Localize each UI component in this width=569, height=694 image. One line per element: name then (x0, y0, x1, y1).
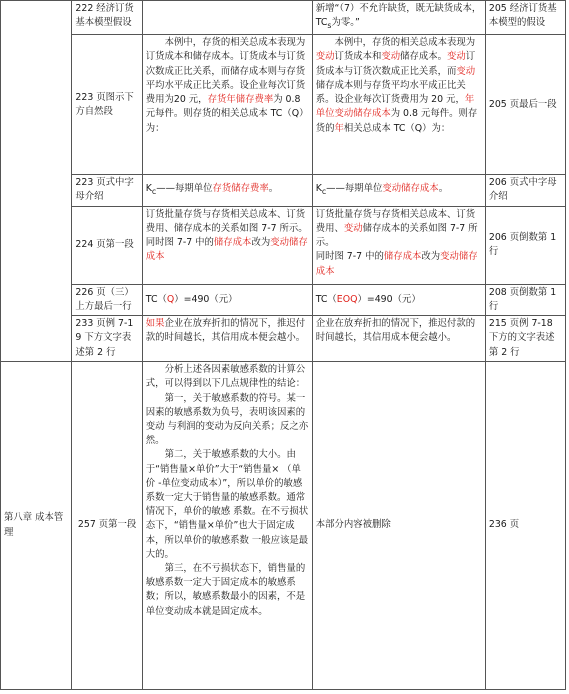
location-cell: 226 页（三）上方最后一行 (72, 284, 142, 315)
original-cell: TC（Q）=490（元） (142, 284, 312, 315)
original-cell (142, 1, 312, 35)
chapter-cell (1, 1, 72, 362)
location-cell: 257 页第一段 (72, 362, 142, 690)
revised-cell: TC（EOQ）=490（元） (312, 284, 485, 315)
table-row (1, 206, 566, 284)
location-cell: 223 页图示下方自然段 (72, 35, 142, 175)
table-row (1, 284, 566, 315)
new-location-cell: 236 页 (485, 362, 565, 690)
original-cell: 分析上述各因素敏感系数的计算公式，可以得到以下几点规律性的结论： 第一，关于敏感系数的符号。某一因素的敏感系数为负号，表明该因素的变动 与利润的变动为反向关系；反之亦然。 第二，关于敏感系数的大小。由于“销售量×单价”大于“销售量× （单价 -单位变动成本）”，所以单价的敏感系数一定大于销售量的敏感系数。通常情况下，单价的敏感 系数。在不亏损状态下，“销售量×单价”也大于固定成本，所以单价的敏感系数 一般应该是最大的。 第三，在不亏损状态下，销售量的敏感系数一定大于固定成本的敏感系数；所以，敏感系数最小的因素，不是单位变动成本就是固定成本。 (142, 362, 312, 690)
table-row (1, 175, 566, 206)
original-cell: 本例中，存货的相关总成本表现为订货成本和储存成本。订货成本与订货次数成正比关系，而储存成本则与存货平均水平成正比关系。设企业每次订货费用为20 元，存货年储存费率为 0.8 元每件。则存货的相关总成本 TC（Q）为： (142, 35, 312, 175)
table-row (1, 1, 566, 35)
new-location-cell: 206 页倒数第 1 行 (485, 206, 565, 284)
new-location-cell: 215 页例 7-18 下方的文字表述第 2 行 (485, 316, 565, 362)
location-cell: 222 经济订货基本模型假设 (72, 1, 142, 35)
table-row (1, 316, 566, 362)
location-cell: 233 页例 7-19 下方文字表述第 2 行 (72, 316, 142, 362)
new-location-cell: 206 页式中字母介绍 (485, 175, 565, 206)
revised-cell: 企业在放弃折扣的情况下，推迟付款的时间越长，其信用成本便会越小。 (312, 316, 485, 362)
revised-cell: 新增“（7）不允许缺货，既无缺货成本，$TC_s$为零。” (312, 1, 485, 35)
revised-cell: $K_c——$每期单位变动储存成本。 (312, 175, 485, 206)
original-cell: $K_c——$每期单位存货储存费率。 (142, 175, 312, 206)
revised-cell: 本例中，存货的相关总成本表现为变动订货成本和变动储存成本。变动订货成本与订货次数成正比关系，而变动储存成本则与存货平均水平成正比关系。设企业每次订货费用为 20 元，年单位变动储存成本为 0.8 元每件。则存货的年相关总成本 TC（Q）为： (312, 35, 485, 175)
new-location-cell: 208 页倒数第 1 行 (485, 284, 565, 315)
original-cell: 如果企业在放弃折扣的情况下，推迟付款的时间越长，其信用成本便会越小。 (142, 316, 312, 362)
original-cell: 订货批量存货与存货相关总成本、订货费用、储存成本的关系如图 7-7 所示。 同时图 7-7 中的储存成本改为变动储存成本 (142, 206, 312, 284)
location-cell: 224 页第一段 (72, 206, 142, 284)
table-row (1, 35, 566, 175)
chapter-cell: 第八章 成本管理 (1, 362, 72, 690)
location-cell: 223 页式中字母介绍 (72, 175, 142, 206)
revised-cell: 订货批量存货与存货相关总成本、订货费用、变动储存成本的关系如图 7-7 所示。 同时图 7-7 中的储存成本改为变动储存成本 (312, 206, 485, 284)
revised-cell: 本部分内容被删除 (312, 362, 485, 690)
table-row (1, 362, 566, 690)
new-location-cell: 205 经济订货基本模型的假设 (485, 1, 565, 35)
new-location-cell: 205 页最后一段 (485, 35, 565, 175)
